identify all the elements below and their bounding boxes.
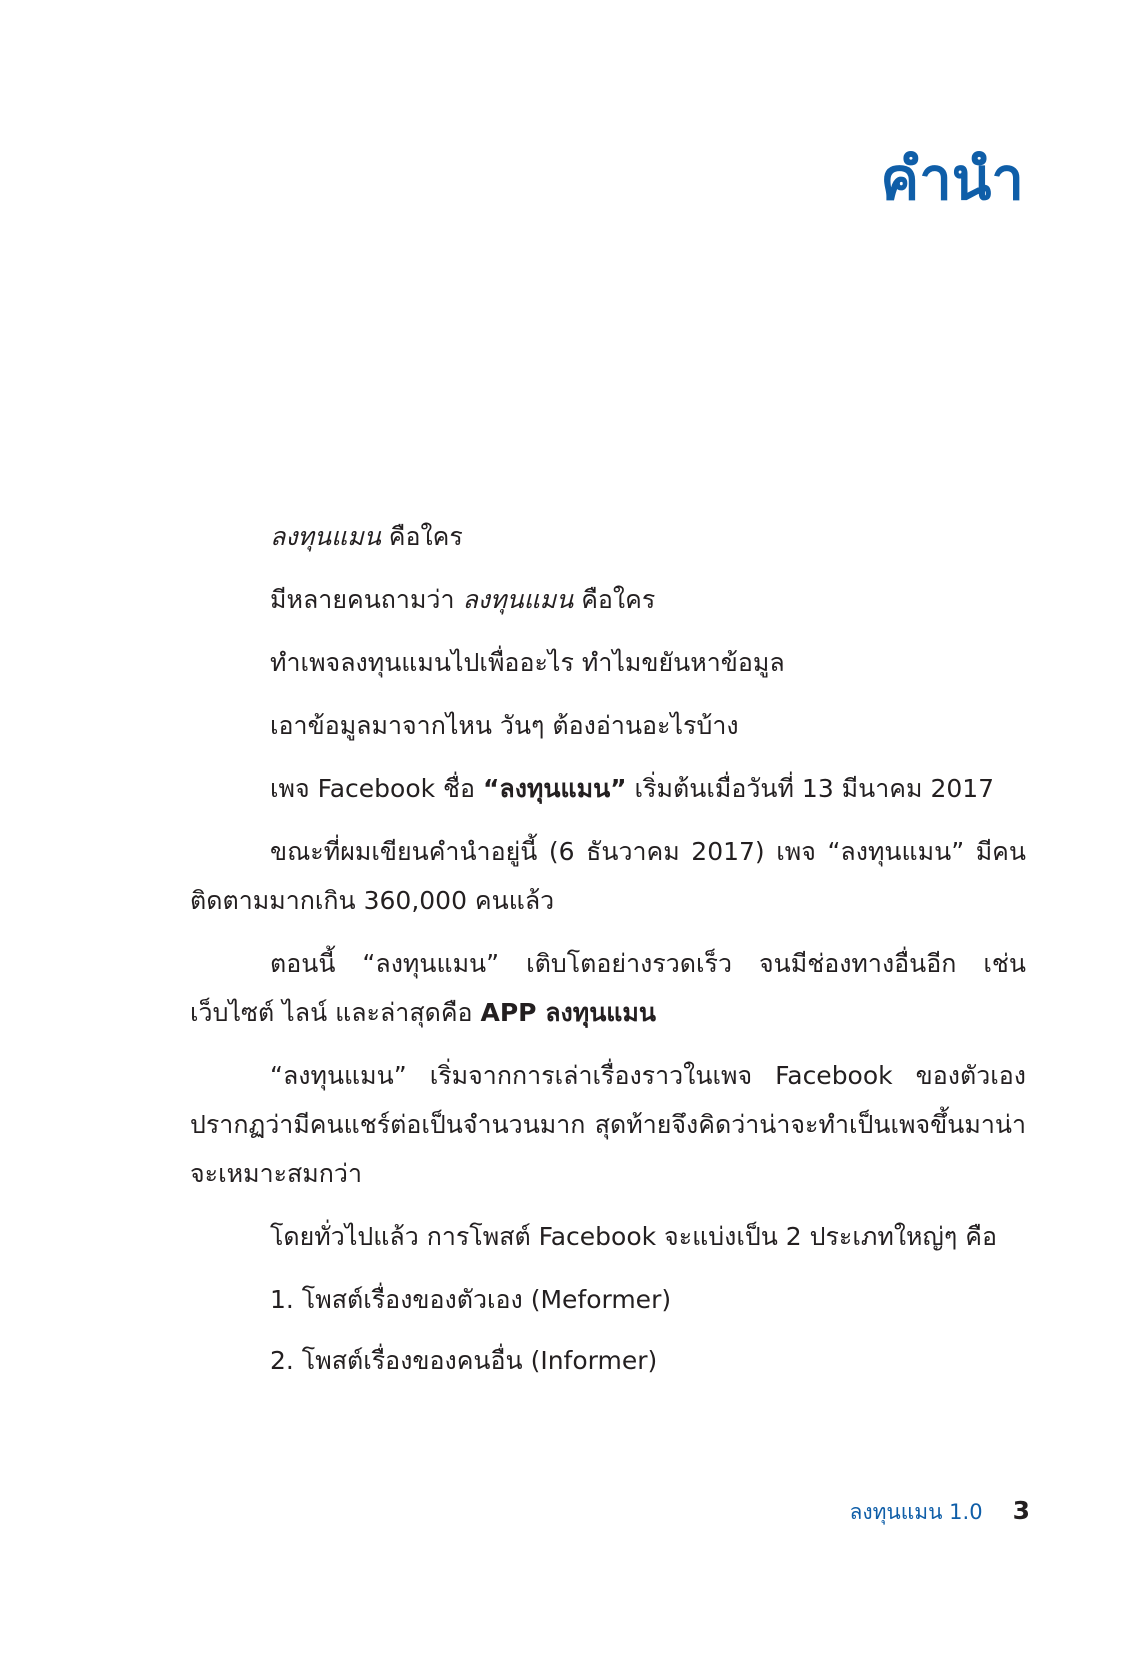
text-segment: ลงทุนแมน bbox=[270, 522, 381, 551]
paragraph bbox=[190, 1212, 1026, 1261]
text-segment: เพจ Facebook ชื่อ bbox=[270, 774, 483, 803]
page-title: คำนำ bbox=[880, 145, 1024, 213]
page-footer bbox=[849, 1496, 1030, 1529]
text-segment: ลงทุนแมน bbox=[462, 585, 574, 614]
paragraph bbox=[190, 827, 1026, 925]
paragraph bbox=[190, 939, 1026, 1037]
footer-book-title: ลงทุนแมน 1.0 bbox=[849, 1500, 983, 1524]
text-segment: ขณะที่ผมเขียนคำนำอยู่นี้ (6 ธันวาคม 2017) เพจ “ลงทุนแมน” มีคนติดตามมากเกิน 360,000 คนแล้ว bbox=[190, 837, 1026, 915]
text-segment: 2. โพสต์เรื่องของคนอื่น (Informer) bbox=[270, 1346, 658, 1375]
text-segment: “ลงทุนแมน” bbox=[482, 774, 627, 803]
paragraph bbox=[190, 764, 1026, 813]
text-segment: เริ่มต้นเมื่อวันที่ 13 มีนาคม 2017 bbox=[626, 774, 995, 803]
page-number: 3 bbox=[1012, 1496, 1030, 1525]
paragraph bbox=[190, 701, 1026, 750]
text-segment: ทำเพจลงทุนแมนไปเพื่ออะไร ทำไมขยันหาข้อมูล bbox=[270, 648, 785, 677]
text-segment: คือใคร bbox=[573, 585, 656, 614]
paragraph bbox=[190, 638, 1026, 687]
paragraph bbox=[190, 512, 1026, 561]
body-text bbox=[190, 512, 1026, 1397]
text-segment: โดยทั่วไปแล้ว การโพสต์ Facebook จะแบ่งเป็น 2 ประเภทใหญ่ๆ คือ bbox=[270, 1222, 997, 1251]
paragraph bbox=[190, 575, 1026, 624]
text-segment: มีหลายคนถามว่า bbox=[270, 585, 463, 614]
text-segment: ตอนนี้ “ลงทุนแมน” เติบโตอย่างรวดเร็ว จนมีช่องทางอื่นอีก เช่น เว็บไซต์ ไลน์ และล่าสุดคือ bbox=[190, 949, 1026, 1027]
text-segment: คือใคร bbox=[380, 522, 463, 551]
list-item bbox=[190, 1275, 1026, 1324]
list-item bbox=[190, 1336, 1026, 1385]
text-segment: เอาข้อมูลมาจากไหน วันๆ ต้องอ่านอะไรบ้าง bbox=[270, 711, 739, 740]
text-segment: 1. โพสต์เรื่องของตัวเอง (Meformer) bbox=[270, 1285, 672, 1314]
text-segment: APP ลงทุนแมน bbox=[480, 998, 656, 1027]
paragraph bbox=[190, 1051, 1026, 1198]
text-segment: “ลงทุนแมน” เริ่มจากการเล่าเรื่องราวในเพจ Facebook ของตัวเอง ปรากฏว่ามีคนแชร์ต่อเป็นจำนวนมาก สุดท้ายจึงคิดว่าน่าจะทำเป็นเพจขึ้นมาน่าจะเหมาะสมกว่า bbox=[190, 1061, 1026, 1188]
